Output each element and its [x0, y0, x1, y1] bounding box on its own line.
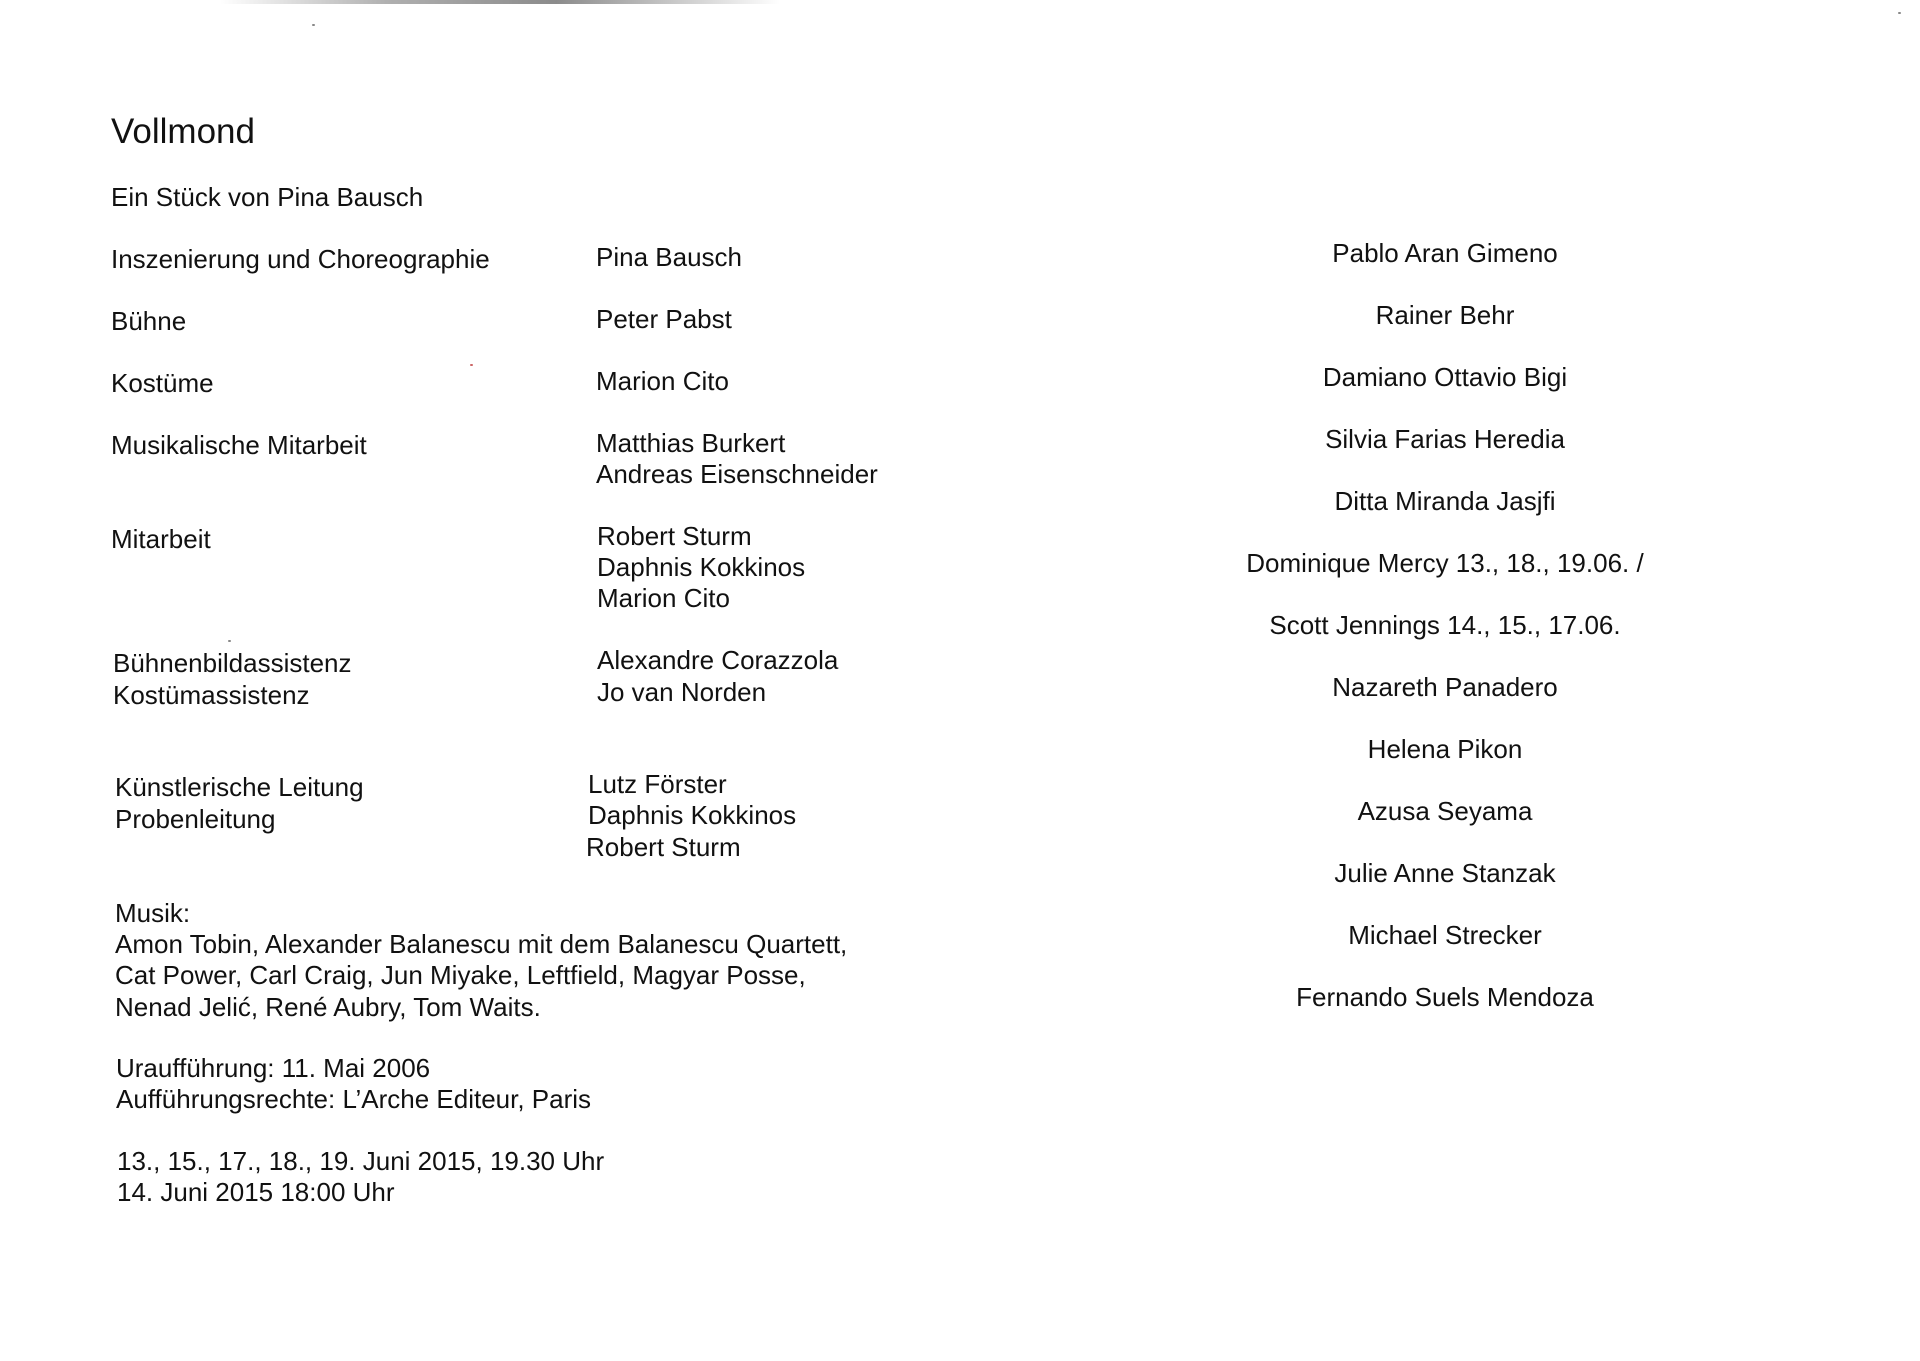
cast-member: Pablo Aran Gimeno [1332, 238, 1558, 268]
credit-role: Künstlerische Leitung [115, 772, 364, 802]
credit-role: Kostümassistenz [113, 680, 310, 710]
cast-member: Rainer Behr [1375, 300, 1515, 330]
cast-member: Dominique Mercy 13., 18., 19.06. / [1246, 548, 1644, 578]
credit-name: Daphnis Kokkinos [597, 552, 806, 582]
music-line: Amon Tobin, Alexander Balanescu mit dem Balanescu Quartett, [115, 929, 848, 959]
credit-name: Robert Sturm [597, 521, 752, 551]
cast-member: Julie Anne Stanzak [1334, 858, 1556, 888]
music-line: Nenad Jelić, René Aubry, Tom Waits. [115, 992, 541, 1022]
credit-name: Daphnis Kokkinos [588, 800, 797, 830]
performance-date: 13., 15., 17., 18., 19. Juni 2015, 19.30 Uhr [117, 1146, 605, 1176]
scan-speck [228, 640, 231, 642]
credit-role: Mitarbeit [111, 524, 211, 554]
scan-speck [1898, 12, 1901, 14]
cast-member: Michael Strecker [1348, 920, 1542, 950]
credit-name: Pina Bausch [596, 242, 742, 272]
credit-name: Marion Cito [597, 583, 730, 613]
cast-member: Ditta Miranda Jasjfi [1334, 486, 1556, 516]
cast-member: Nazareth Panadero [1332, 672, 1558, 702]
credit-role: Kostüme [111, 368, 214, 398]
cast-member: Azusa Seyama [1357, 796, 1533, 826]
music-heading: Musik: [115, 898, 191, 928]
premiere-line: Uraufführung: 11. Mai 2006 [116, 1053, 431, 1083]
scan-speck [470, 364, 473, 366]
cast-member: Silvia Farias Heredia [1325, 424, 1565, 454]
cast-member: Damiano Ottavio Bigi [1322, 362, 1568, 392]
rights-line: Aufführungsrechte: L’Arche Editeur, Paris [116, 1084, 592, 1114]
credit-name: Peter Pabst [596, 304, 732, 334]
scan-speck [312, 24, 315, 26]
credit-role: Inszenierung und Choreographie [111, 244, 490, 274]
cast-member: Fernando Suels Mendoza [1296, 982, 1594, 1012]
music-line: Cat Power, Carl Craig, Jun Miyake, Leftfield, Magyar Posse, [115, 960, 806, 990]
scan-edge-shadow [220, 0, 780, 4]
credit-name: Robert Sturm [586, 832, 741, 862]
credit-name: Marion Cito [596, 366, 729, 396]
credit-name: Matthias Burkert [596, 428, 786, 458]
credit-name: Jo van Norden [597, 677, 767, 707]
credit-role: Bühnenbildassistenz [113, 648, 352, 678]
subtitle: Ein Stück von Pina Bausch [111, 182, 424, 212]
credit-name: Lutz Förster [588, 769, 727, 799]
cast-member: Scott Jennings 14., 15., 17.06. [1269, 610, 1621, 640]
credit-role: Probenleitung [115, 804, 276, 834]
cast-member: Helena Pikon [1367, 734, 1523, 764]
credit-role: Musikalische Mitarbeit [111, 430, 367, 460]
credit-name: Andreas Eisenschneider [596, 459, 878, 489]
credit-name: Alexandre Corazzola [597, 645, 839, 675]
performance-date: 14. Juni 2015 18:00 Uhr [117, 1177, 395, 1207]
credit-role: Bühne [111, 306, 187, 336]
page-title: Vollmond [111, 112, 255, 151]
